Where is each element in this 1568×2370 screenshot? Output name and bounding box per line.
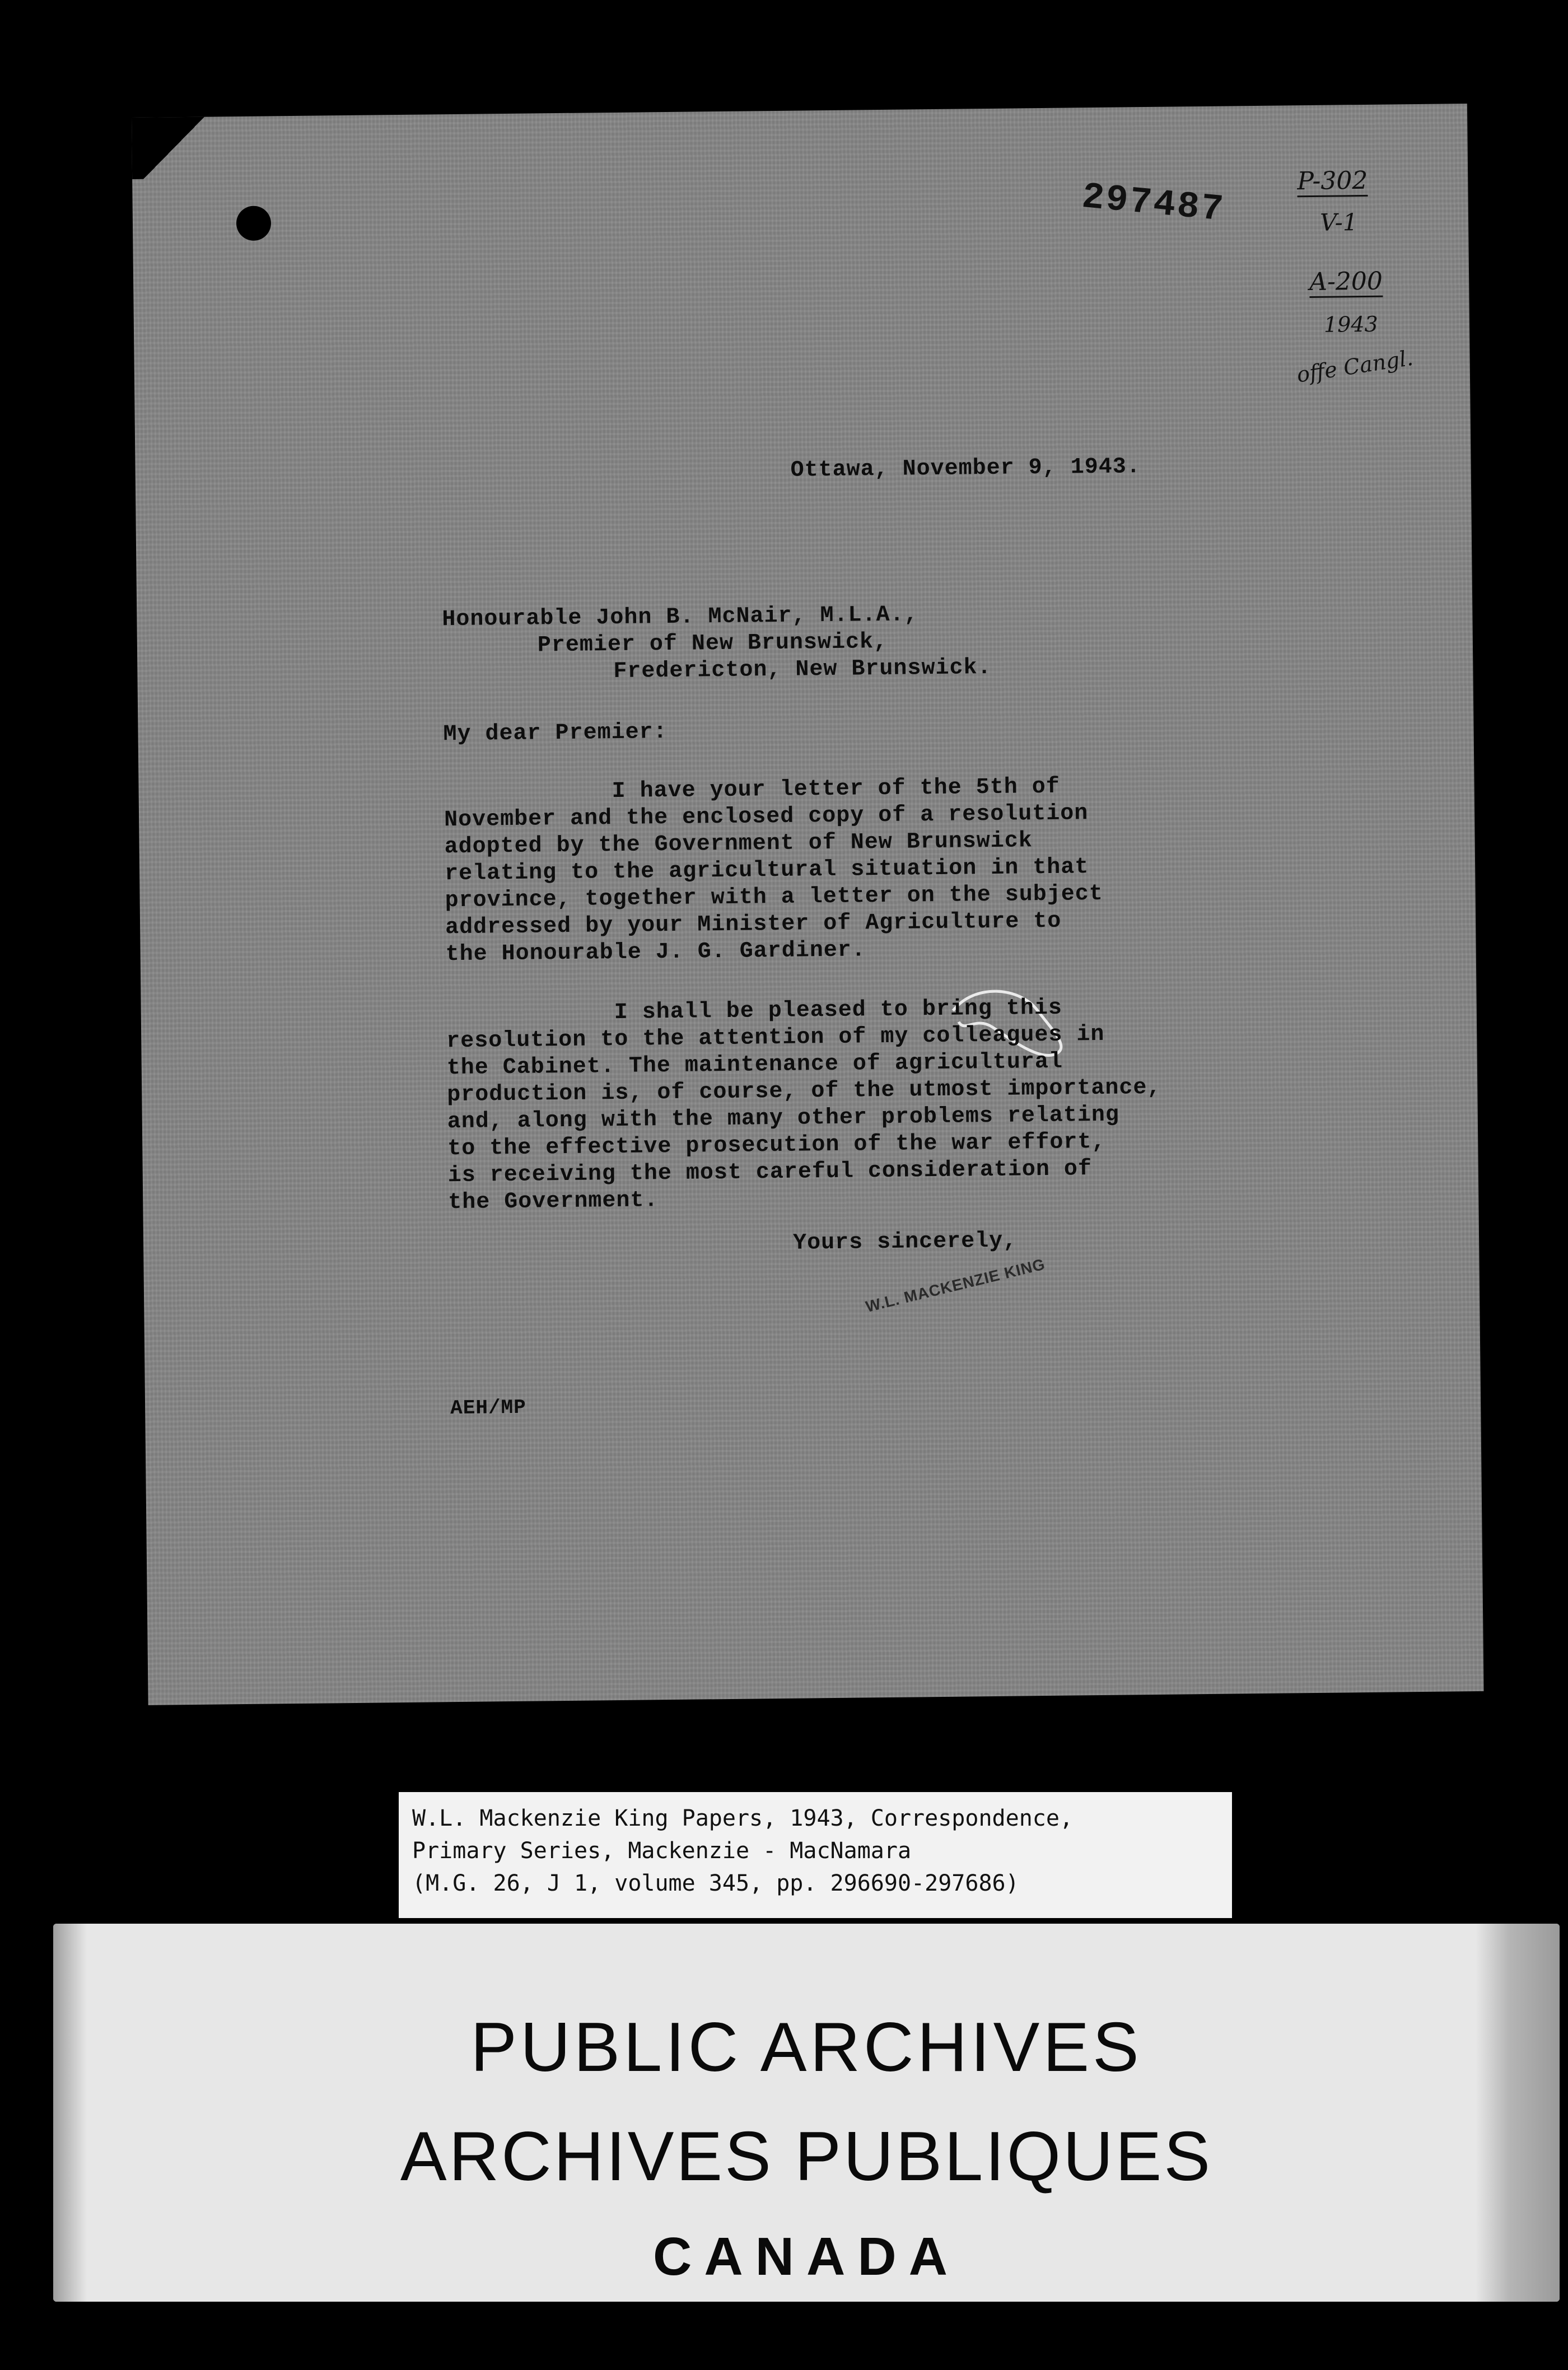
typist-initials: AEH/MP (450, 1396, 526, 1420)
paragraph-1-line: adopted by the Government of New Brunswick (444, 828, 1033, 860)
paragraph-2-line: and, along with the many other problems relating (447, 1102, 1120, 1135)
paragraph-2-line: the Government. (448, 1188, 659, 1216)
dateline: Ottawa, November 9, 1943. (790, 454, 1141, 483)
paragraph-1-line: I have your letter of the 5th of (612, 774, 1060, 805)
closing: Yours sincerely, (792, 1228, 1018, 1256)
archive-title-english: PUBLIC ARCHIVES (470, 2009, 1142, 2086)
handwritten-volume: V-1 (1319, 208, 1358, 236)
paragraph-1-line: province, together with a letter on the subject (445, 881, 1104, 914)
handwritten-ref-code: A-200 (1309, 267, 1383, 298)
folded-corner (132, 116, 216, 179)
citation-line-3: (M.G. 26, J 1, volume 345, pp. 296690-297686) (412, 1870, 1019, 1896)
paragraph-2-line: I shall be pleased to bring this (614, 995, 1063, 1026)
archive-country: CANADA (653, 2227, 960, 2287)
paragraph-1-line: addressed by your Minister of Agriculture to (445, 908, 1062, 941)
citation-line-2: Primary Series, Mackenzie - MacNamara (412, 1838, 912, 1864)
addressee-line-2: Premier of New Brunswick, (537, 629, 888, 659)
paragraph-2-line: production is, of course, of the utmost importance, (447, 1075, 1161, 1108)
handwritten-year: 1943 (1323, 311, 1378, 337)
letter-page (132, 104, 1484, 1705)
archive-card (53, 1924, 1560, 2302)
archive-number-stamp: 297487 (1080, 176, 1227, 231)
salutation: My dear Premier: (443, 720, 668, 748)
addressee-line-3: Fredericton, New Brunswick. (613, 655, 992, 685)
paragraph-2-line: to the effective prosecution of the war effort, (447, 1129, 1106, 1162)
citation-line-1: W.L. Mackenzie King Papers, 1943, Correspondence, (412, 1806, 1074, 1831)
paragraph-2-line: is receiving the most careful consideration of (447, 1156, 1093, 1189)
paragraph-2-line: resolution to the attention of my colleagues in (446, 1021, 1105, 1055)
archive-title-french: ARCHIVES PUBLIQUES (400, 2118, 1213, 2195)
paragraph-2-line: the Cabinet. The maintenance of agricultural (446, 1049, 1063, 1081)
signature-stamp: W.L. MACKENZIE KING (864, 1255, 1047, 1315)
addressee-line-1: Honourable John B. McNair, M.L.A., (442, 602, 918, 633)
handwritten-note: offe Cangl. (1295, 345, 1415, 388)
paragraph-1-line: November and the enclosed copy of a resolution (444, 801, 1089, 833)
citation-label (399, 1792, 1232, 1918)
paragraph-1-line: the Honourable J. G. Gardiner. (445, 937, 866, 968)
handwritten-file-code: P-302 (1297, 166, 1368, 197)
paragraph-1-line: relating to the agricultural situation in that (444, 855, 1089, 887)
punch-hole (236, 206, 272, 241)
